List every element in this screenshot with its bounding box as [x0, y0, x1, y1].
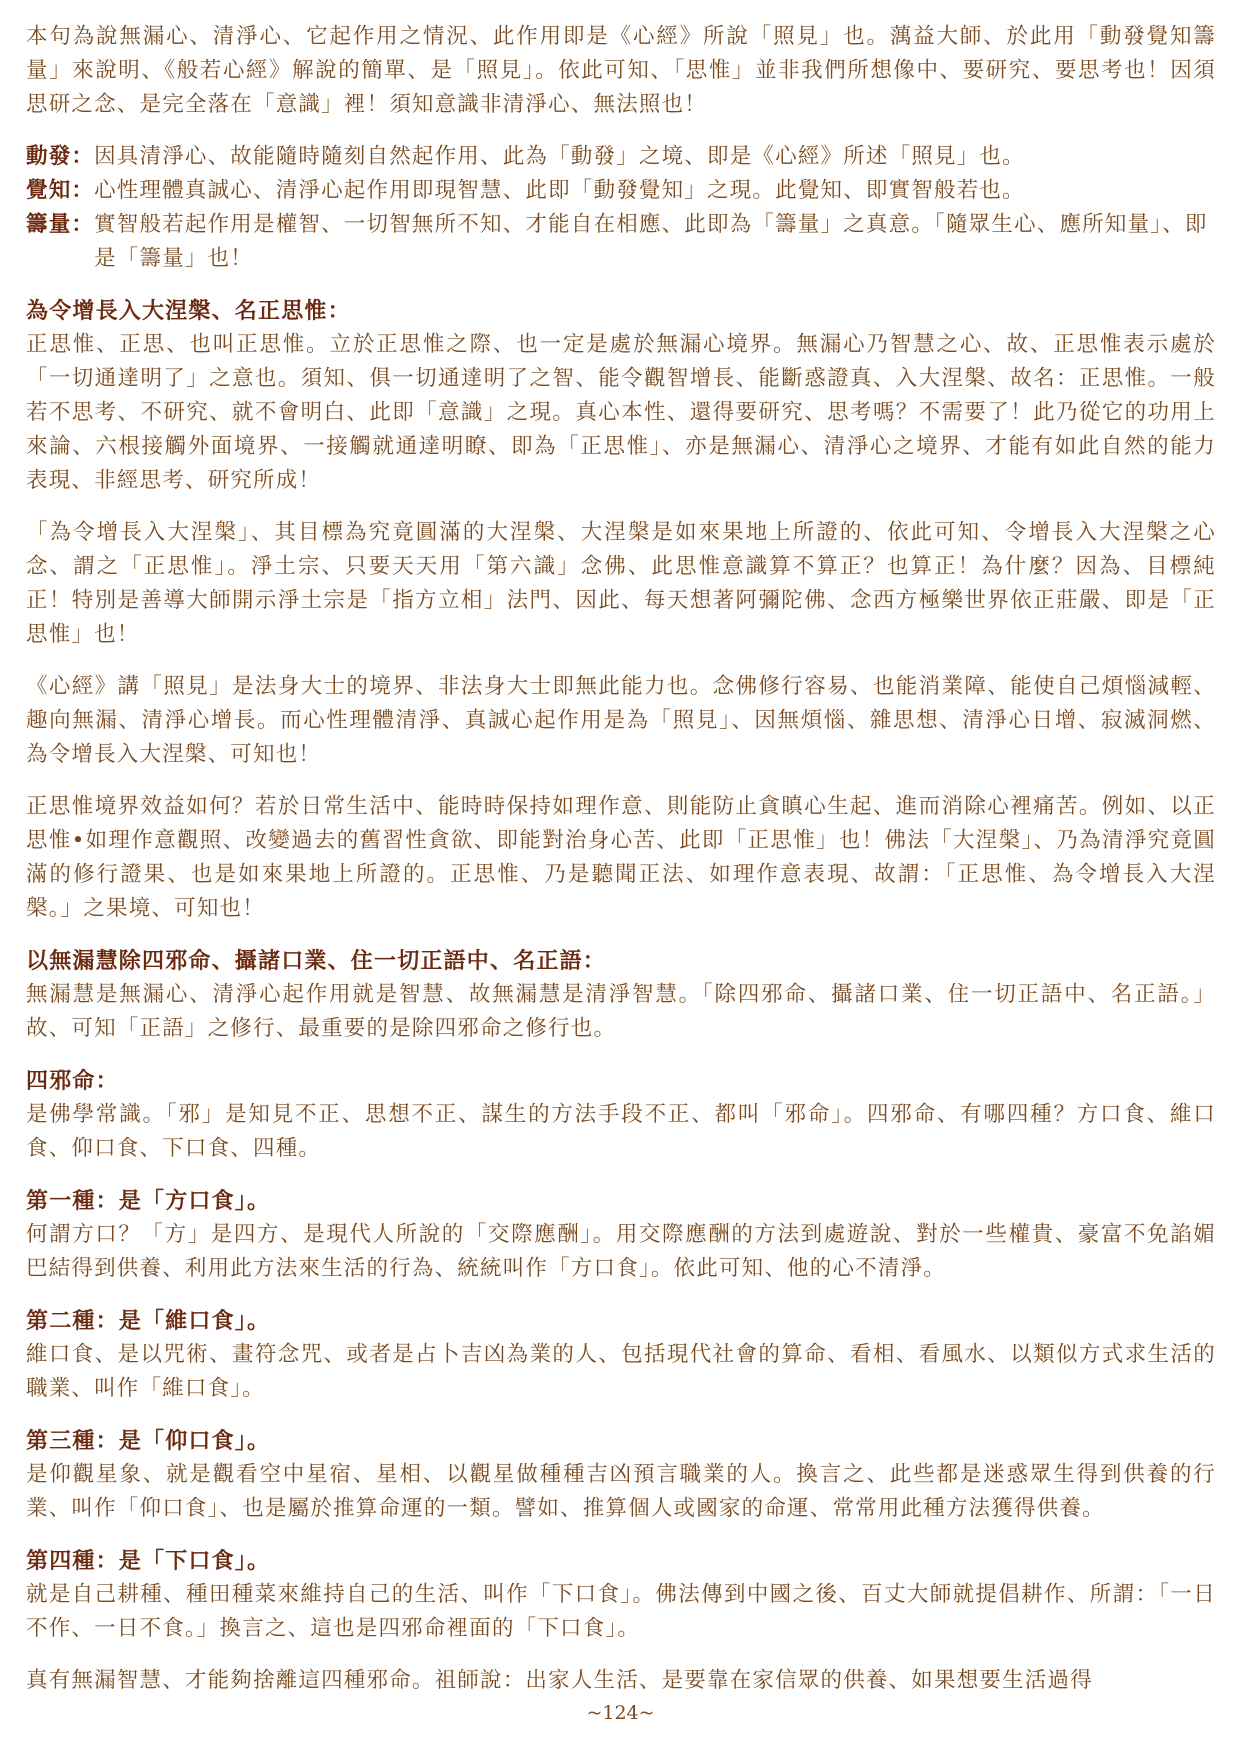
paragraph-11: 就是自己耕種、種田種菜來維持自己的生活、叫作「下口食」。佛法傳到中國之後、百丈大師就提倡耕作、所謂：「一日不作、一日不食。」換言之、這也是四邪命裡面的「下口食」。	[26, 1582, 1216, 1641]
definition-list	[26, 140, 1216, 276]
definition-term: 覺知：	[26, 178, 95, 203]
paragraph-8: 何謂方口？「方」是四方、是現代人所說的「交際應酬」。用交際應酬的方法到處遊說、對於一些權貴、豪富不免諂媚巴結得到供養、利用此方法來生活的行為、統統叫作「方口食」。依此可知、他的心不清淨。	[26, 1222, 1216, 1281]
paragraph-10: 是仰觀星象、就是觀看空中星宿、星相、以觀星做種種吉凶預言職業的人。換言之、此些都是迷惑眾生得到供養的行業、叫作「仰口食」、也是屬於推算命運的一類。譬如、推算個人或國家的命運、常常用此種方法獲得供養。	[26, 1462, 1216, 1521]
definition-text: 心性理體真誠心、清淨心起作用即現智慧、此即「動發覺知」之現。此覺知、即實智般若也。	[94, 178, 1025, 203]
subheading-first: 第一種：是「方口食」。	[26, 1188, 271, 1214]
paragraph-4: 《心經》講「照見」是法身大士的境界、非法身大士即無此能力也。念佛修行容易、也能消業障、能使自己煩惱減輕、趣向無漏、清淨心增長。而心性理體清淨、真誠心起作用是為「照見」、因無煩惱、雜思想、清淨心日增、寂滅洞燃、為令增長入大涅槃、可知也！	[26, 674, 1216, 767]
definition-text: 實智般若起作用是權智、一切智無所不知、才能自在相應、此即為「籌量」之真意。「隨眾生心、應所知量」、即是「籌量」也！	[94, 212, 1208, 271]
definition-text: 因具清淨心、故能隨時隨刻自然起作用、此為「動發」之境、即是《心經》所述「照見」也。	[94, 144, 1025, 169]
definition-juezhi	[26, 174, 1216, 208]
paragraph-5: 正思惟境界效益如何？若於日常生活中、能時時保持如理作意、則能防止貪瞋心生起、進而消除心裡痛苦。例如、以正思惟•如理作意觀照、改變過去的舊習性貪欲、即能對治身心苦、此即「正思惟」也！佛法「大涅槃」、乃為清淨究竟圓滿的修行證果、也是如來果地上所證的。正思惟、乃是聽聞正法、如理作意表現、故謂：「正思惟、為令增長入大涅槃。」之果境、可知也！	[26, 794, 1216, 921]
section-heading-four-wrong-livelihoods: 四邪命：	[26, 1068, 119, 1094]
section-heading-right-thought: 為令增長入大涅槃、名正思惟：	[26, 298, 351, 324]
definition-term: 籌量：	[26, 212, 95, 237]
paragraph-2: 正思惟、正思、也叫正思惟。立於正思惟之際、也一定是處於無漏心境界。無漏心乃智慧之心、故、正思惟表示處於「一切通達明了」之意也。須知、俱一切通達明了之智、能令觀智增長、能斷惑證真、入大涅槃、故名：正思惟。一般若不思考、不研究、就不會明白、此即「意識」之現。真心本性、還得要研究、思考嗎？不需要了！此乃從它的功用上來論、六根接觸外面境界、一接觸就通達明瞭、即為「正思惟」、亦是無漏心、清淨心之境界、才能有如此自然的能力表現、非經思考、研究所成！	[26, 332, 1216, 493]
paragraph-7: 是佛學常識。「邪」是知見不正、思想不正、謀生的方法手段不正、都叫「邪命」。四邪命、有哪四種？方口食、維口食、仰口食、下口食、四種。	[26, 1102, 1216, 1161]
definition-chouliang	[26, 208, 1216, 276]
page-number: ~124~	[586, 1702, 655, 1724]
document-body	[26, 20, 1216, 1698]
section-heading-right-speech: 以無漏慧除四邪命、攝諸口業、住一切正語中、名正語：	[26, 948, 607, 974]
paragraph-6: 無漏慧是無漏心、清淨心起作用就是智慧、故無漏慧是清淨智慧。「除四邪命、攝諸口業、住一切正語中、名正語。」故、可知「正語」之修行、最重要的是除四邪命之修行也。	[26, 982, 1216, 1041]
paragraph-9: 維口食、是以咒術、畫符念咒、或者是占卜吉凶為業的人、包括現代社會的算命、看相、看風水、以類似方式求生活的職業、叫作「維口食」。	[26, 1342, 1216, 1401]
paragraph-3: 「為令增長入大涅槃」、其目標為究竟圓滿的大涅槃、大涅槃是如來果地上所證的、依此可知、令增長入大涅槃之心念、謂之「正思惟」。淨土宗、只要天天用「第六識」念佛、此思惟意識算不算正？也算正！為什麼？因為、目標純正！特別是善導大師開示淨土宗是「指方立相」法門、因此、每天想著阿彌陀佛、念西方極樂世界依正莊嚴、即是「正思惟」也！	[26, 520, 1216, 647]
subheading-third: 第三種：是「仰口食」。	[26, 1428, 271, 1454]
subheading-fourth: 第四種：是「下口食」。	[26, 1548, 271, 1574]
definition-term: 動發：	[26, 144, 95, 169]
definition-dongfa	[26, 140, 1216, 174]
subheading-second: 第二種：是「維口食」。	[26, 1308, 271, 1334]
paragraph-1: 本句為說無漏心、清淨心、它起作用之情況、此作用即是《心經》所說「照見」也。蕅益大師、於此用「動發覺知籌量」來說明、《般若心經》解說的簡單、是「照見」。依此可知、「思惟」並非我們所想像中、要研究、要思考也！因須思研之念、是完全落在「意識」裡！須知意識非清淨心、無法照也！	[26, 24, 1216, 117]
paragraph-12: 真有無漏智慧、才能夠捨離這四種邪命。祖師說：出家人生活、是要靠在家信眾的供養、如果想要生活過得	[26, 1668, 1093, 1693]
